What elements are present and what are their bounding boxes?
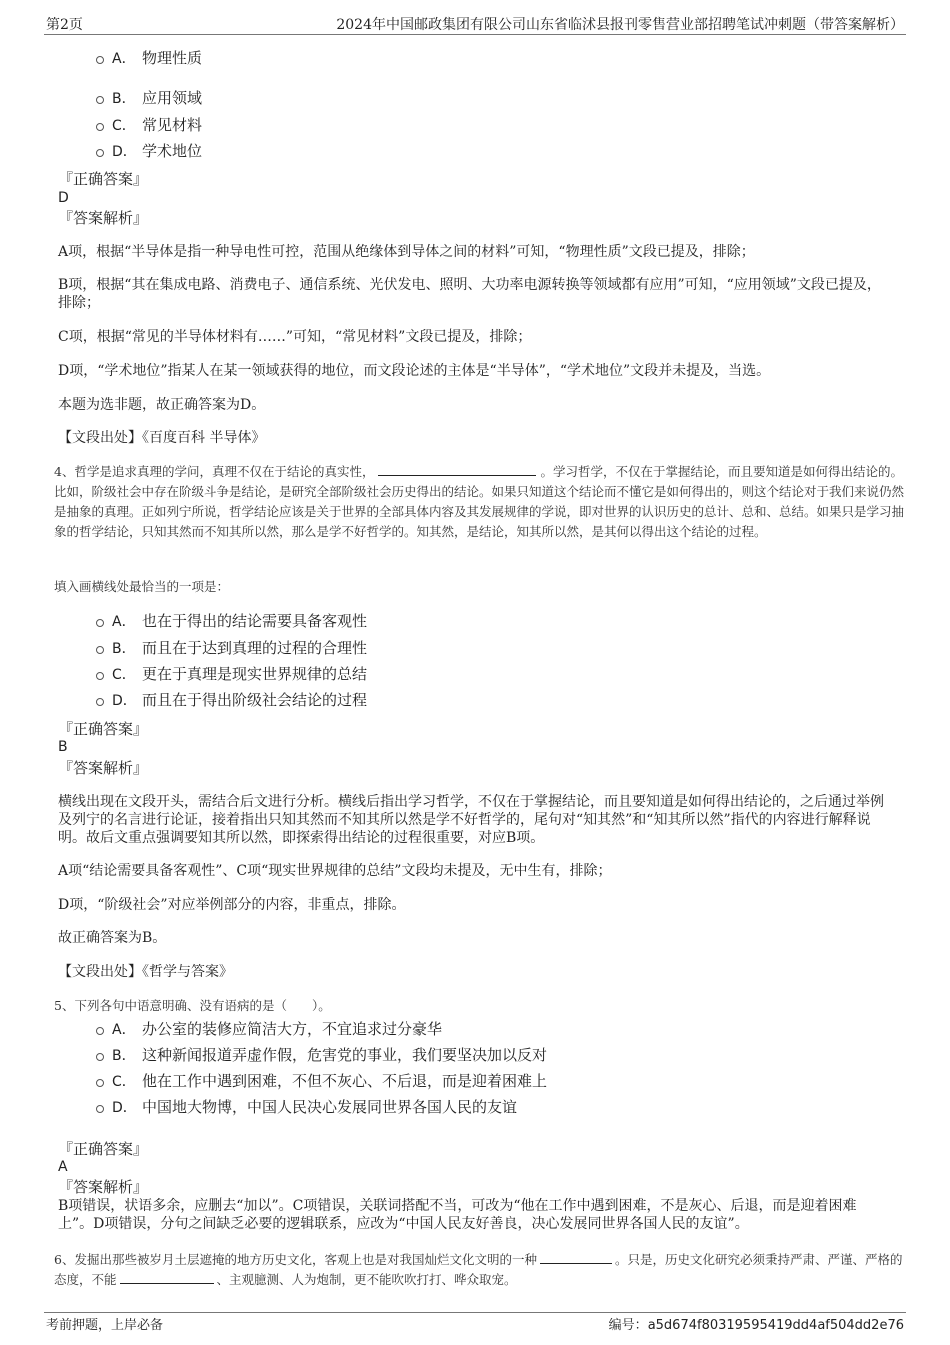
radio-icon[interactable] [96, 1053, 104, 1061]
q3-analysis-d: D项，“学术地位”指某人在某一领域获得的地位，而文段论述的主体是“半导体”，“学术地位”文段并未提及，当选。 [58, 363, 771, 379]
q3-option-a[interactable]: A． 物理性质 [96, 49, 202, 68]
q5-answer-label: 『正确答案』 [58, 1140, 149, 1158]
q4-option-a[interactable]: A． 也在于得出的结论需要具备客观性 [96, 612, 367, 631]
q4-answer: B [58, 739, 68, 755]
page-number: 第2页 [46, 17, 83, 33]
q3-analysis-c: C项，根据“常见的半导体材料有……”可知，“常见材料”文段已提及，排除； [58, 329, 532, 345]
q3-source: 【文段出处】《百度百科 半导体》 [58, 430, 266, 446]
radio-icon[interactable] [96, 56, 104, 64]
radio-icon[interactable] [96, 96, 104, 104]
q4-option-c[interactable]: C． 更在于真理是现实世界规律的总结 [96, 665, 367, 684]
radio-icon[interactable] [96, 1105, 104, 1113]
q5-stem: 5、下列各句中语意明确、没有语病的是（ ）。 [54, 998, 331, 1013]
header-divider [44, 34, 906, 35]
q4-analysis-main: 横线出现在文段开头，需结合后文进行分析。横线后指出学习哲学，不仅在于掌握结论，而且要知道是如何得出结论的，之后通过举例及列宁的名言进行论证，接着指出只知其然而不知其所以然是学不好哲学的，尾句对“知其然”和“知其所以然”指代的内容进行解释说明。故后文重点强调要知其所以然，即探索得出结论的过程很重要，对应B项。 [58, 794, 884, 846]
q4-option-d[interactable]: D． 而且在于得出阶级社会结论的过程 [96, 691, 367, 710]
q3-option-d[interactable]: D． 学术地位 [96, 142, 202, 161]
q3-answer-label: 『正确答案』 [58, 170, 149, 188]
q4-analysis-d: D项，“阶级社会”对应举例部分的内容，非重点，排除。 [58, 897, 406, 913]
q5-option-d[interactable]: D． 中国地大物博，中国人民决心发展同世界各国人民的友谊 [96, 1098, 517, 1117]
q5-answer: A [58, 1159, 68, 1175]
q4-analysis-ac: A项“结论需要具备客观性”、C项“现实世界规律的总结”文段均未提及，无中生有，排除； [58, 863, 612, 879]
radio-icon[interactable] [96, 1027, 104, 1035]
q3-conclusion: 本题为选非题，故正确答案为D。 [58, 397, 266, 413]
q5-analysis-label: 『答案解析』 [58, 1178, 149, 1196]
radio-icon[interactable] [96, 698, 104, 706]
q4-option-b[interactable]: B． 而且在于达到真理的过程的合理性 [96, 639, 367, 658]
q5-option-b[interactable]: B． 这种新闻报道弄虚作假，危害党的事业，我们要坚决加以反对 [96, 1046, 547, 1065]
footer-divider [44, 1312, 906, 1313]
q3-option-b[interactable]: B． 应用领域 [96, 89, 202, 108]
footer-slogan: 考前押题，上岸必备 [46, 1318, 164, 1333]
q5-analysis: B项错误，状语多余，应删去“加以”。C项错误，关联词搭配不当，可改为“他在工作中遇到困难，不是灰心、后退，而是迎着困难上”。D项错误，分句之间缺乏必要的逻辑联系，应改为“中国人民友好善良，决心发展同世界各国人民的友谊”。 [58, 1198, 857, 1232]
q5-option-c[interactable]: C． 他在工作中遇到困难，不但不灰心、不后退，而是迎着困难上 [96, 1072, 547, 1091]
q4-stem: 4、哲学是追求真理的学问，真理不仅在于结论的真实性， 。学习哲学，不仅在于掌握结论，而且要知道是如何得出结论的。比如，阶级社会中存在阶级斗争是结论，是研究全部阶级社会历史得出的结论。如果只知道这个结论而不懂它是如何得出的，则这个结论对于我们来说仍然是抽象的真理。正如列宁所说，哲学结论应该是关于世界的全部具体内容及其发展规律的学说，即对世界的认识历史的总计、总和、总结。如果只是学习抽象的哲学结论，只知其然而不知其所以然，那么是学不好哲学的。知其然，是结论，知其所以然，是其何以得出这个结论的过程。 [54, 464, 905, 539]
q4-conclusion: 故正确答案为B。 [58, 930, 167, 946]
radio-icon[interactable] [96, 619, 104, 627]
q3-analysis-label: 『答案解析』 [58, 209, 149, 227]
q4-prompt: 填入画横线处最恰当的一项是： [54, 579, 230, 594]
fill-blank [378, 463, 536, 476]
document-title: 2024年中国邮政集团有限公司山东省临沭县报刊零售营业部招聘笔试冲刺题（带答案解析） [336, 17, 904, 33]
radio-icon[interactable] [96, 646, 104, 654]
radio-icon[interactable] [96, 123, 104, 131]
fill-blank [540, 1251, 612, 1264]
radio-icon[interactable] [96, 672, 104, 680]
document-code: 编号：a5d674f80319595419dd4af504dd2e76 [608, 1318, 904, 1333]
radio-icon[interactable] [96, 1079, 104, 1087]
q4-analysis-label: 『答案解析』 [58, 759, 149, 777]
q3-option-c[interactable]: C． 常见材料 [96, 116, 202, 135]
q3-answer: D [58, 190, 69, 206]
q4-answer-label: 『正确答案』 [58, 720, 149, 738]
q5-option-a[interactable]: A． 办公室的装修应简洁大方，不宜追求过分豪华 [96, 1020, 442, 1039]
q3-analysis-b: B项，根据“其在集成电路、消费电子、通信系统、光伏发电、照明、大功率电源转换等领域都有应用”可知，“应用领域”文段已提及，排除； [58, 277, 881, 311]
q4-source: 【文段出处】《哲学与答案》 [58, 964, 233, 980]
q6-stem: 6、发掘出那些被岁月土层遮掩的地方历史文化，客观上也是对我国灿烂文化文明的一种 。只是，历史文化研究必须秉持严肃、严谨、严格的态度，不能 、主观臆测、人为炮制，更不能吹吹打打、哗众取宠。 [54, 1252, 903, 1287]
fill-blank [120, 1271, 214, 1284]
radio-icon[interactable] [96, 149, 104, 157]
q3-analysis-a: A项，根据“半导体是指一种导电性可控，范围从绝缘体到导体之间的材料”可知，“物理性质”文段已提及，排除； [58, 244, 755, 260]
